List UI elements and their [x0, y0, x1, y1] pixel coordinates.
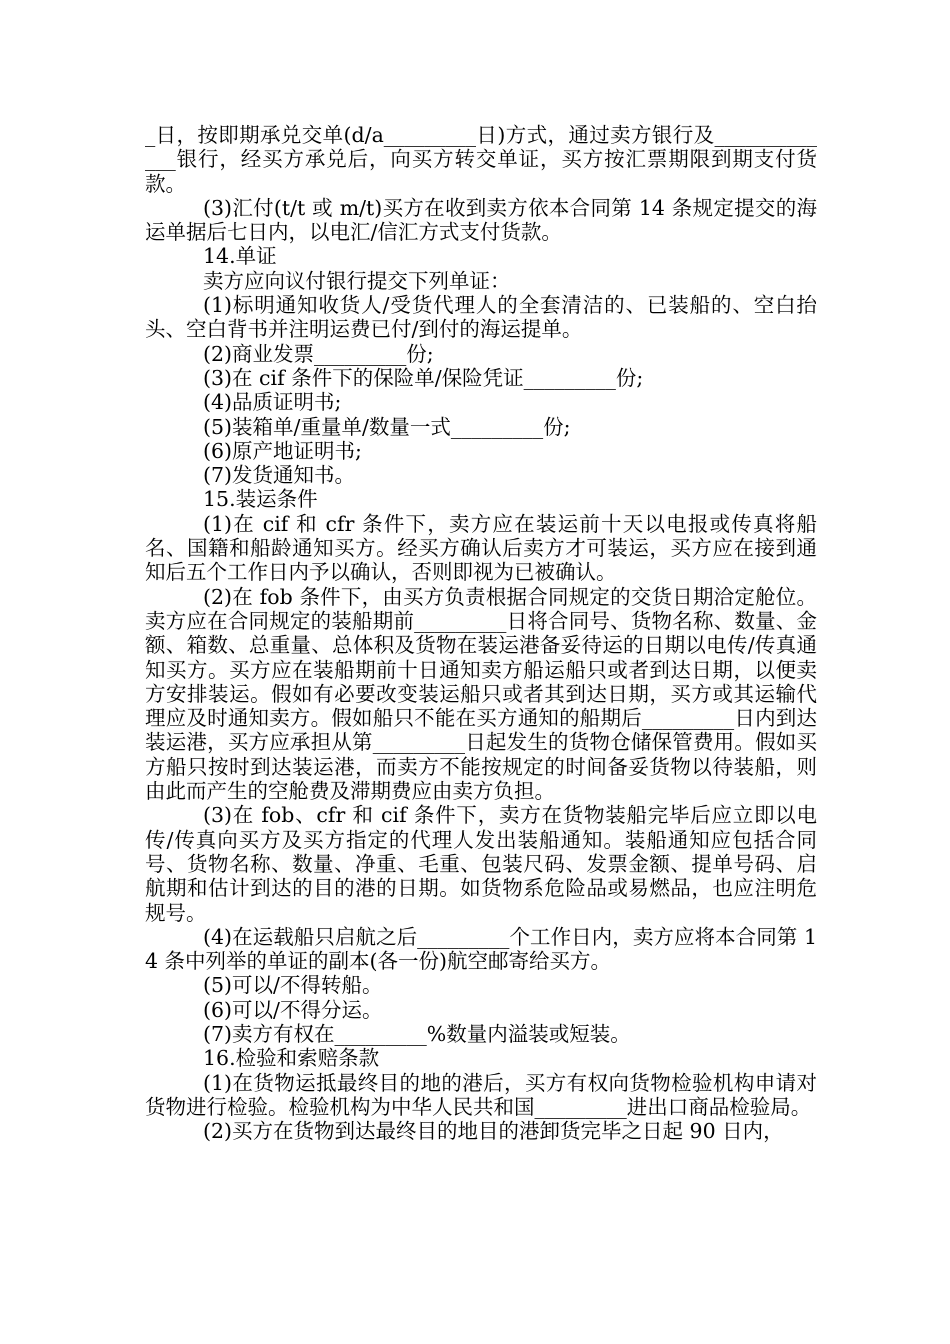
paragraph-transshipment: (5)可以/不得转船。	[203, 973, 383, 998]
list-item-quality-certificate: (4)品质证明书;	[203, 390, 342, 415]
paragraph-shipment-fob: (2)在 fob 条件下，由买方负责根据合同规定的交货日期洽定舱位。卖方应在合同规定的装船期前_________日将合同号、货物名称、数量、金额、箱数、总重量、总体积及货物在装运港备妥待运的日期以电传/传真通知买方。买方应在装船期前十日通知卖方船运船只或者到达日期，以便卖方安排装运。假如有必要改变装运船只或者其到达日期，买方或其运输代理应及时通知卖方。假如船只不能在买方通知的船期后_________日内到达装运港，买方应承担从第_________日起发生的货物仓储保管费用。假如买方船只按时到达装运港，而卖方不能按规定的时间备妥货物以待装船，则由此而产生的空舱费及滞期费应由卖方负担。	[145, 584, 817, 804]
section-heading-shipment: 15.装运条件	[203, 487, 318, 512]
paragraph-inspection-right: (1)在货物运抵最终目的地的港后，买方有权向货物检验机构申请对货物进行检验。检验机构为中华人民共和国_________进出口商品检验局。	[145, 1070, 817, 1119]
paragraph-payment-da: _日，按即期承兑交单(d/a_________日)方式，通过卖方银行及_____________银行，经买方承兑后，向买方转交单证，买方按汇票期限到期支付货款。	[145, 123, 817, 196]
paragraph-more-or-less: (7)卖方有权在_________%数量内溢装或短装。	[203, 1021, 631, 1046]
paragraph-payment-tt: (3)汇付(t/t 或 m/t)买方在收到卖方依本合同第 14 条规定提交的海运单据后七日内，以电汇/信汇方式支付货款。	[145, 195, 817, 245]
list-item-packing-list: (5)装箱单/重量单/数量一式_________份;	[203, 414, 571, 439]
section-heading-inspection: 16.检验和索赔条款	[203, 1046, 380, 1071]
section-heading-documents: 14.单证	[203, 244, 277, 269]
document-body	[145, 123, 817, 1143]
list-item-shipping-advice: (7)发货通知书。	[203, 463, 356, 488]
paragraph-partial-shipment: (6)可以/不得分运。	[203, 997, 383, 1022]
paragraph-shipment-advice: (3)在 fob、cfr 和 cif 条件下，卖方在货物装船完毕后应立即以电传/传真向买方及买方指定的代理人发出装船通知。装船通知应包括合同号、货物名称、数量、净重、毛重、包装尺码、发票金额、提单号码、启航期和估计到达的目的港的日期。如货物系危险品或易燃品，也应注明危规号。	[145, 803, 817, 925]
paragraph-inspection-claim: (2)买方在货物到达最终目的地目的港卸货完毕之日起 90 日内，	[203, 1119, 784, 1144]
list-item-bill-of-lading: (1)标明通知收货人/受货代理人的全套清洁的、已装船的、空白抬头、空白背书并注明运费已付/到付的海运提单。	[145, 293, 817, 342]
paragraph-documents-intro: 卖方应向议付银行提交下列单证：	[203, 268, 511, 293]
list-item-insurance-policy: (3)在 cif 条件下的保险单/保险凭证_________份;	[203, 365, 644, 390]
list-item-commercial-invoice: (2)商业发票_________份;	[203, 341, 434, 366]
paragraph-shipment-cif-cfr: (1)在 cif 和 cfr 条件下，卖方应在装运前十天以电报或传真将船名、国籍和船龄通知买方。经买方确认后卖方才可装运，买方应在接到通知后五个工作日内予以确认，否则即视为已被确认。	[145, 511, 817, 585]
list-item-certificate-of-origin: (6)原产地证明书;	[203, 438, 362, 463]
paragraph-shipment-documents-copy: (4)在运载船只启航之后_________个工作日内，卖方应将本合同第 14 条中列举的单证的副本(各一份)航空邮寄给买方。	[145, 924, 817, 974]
